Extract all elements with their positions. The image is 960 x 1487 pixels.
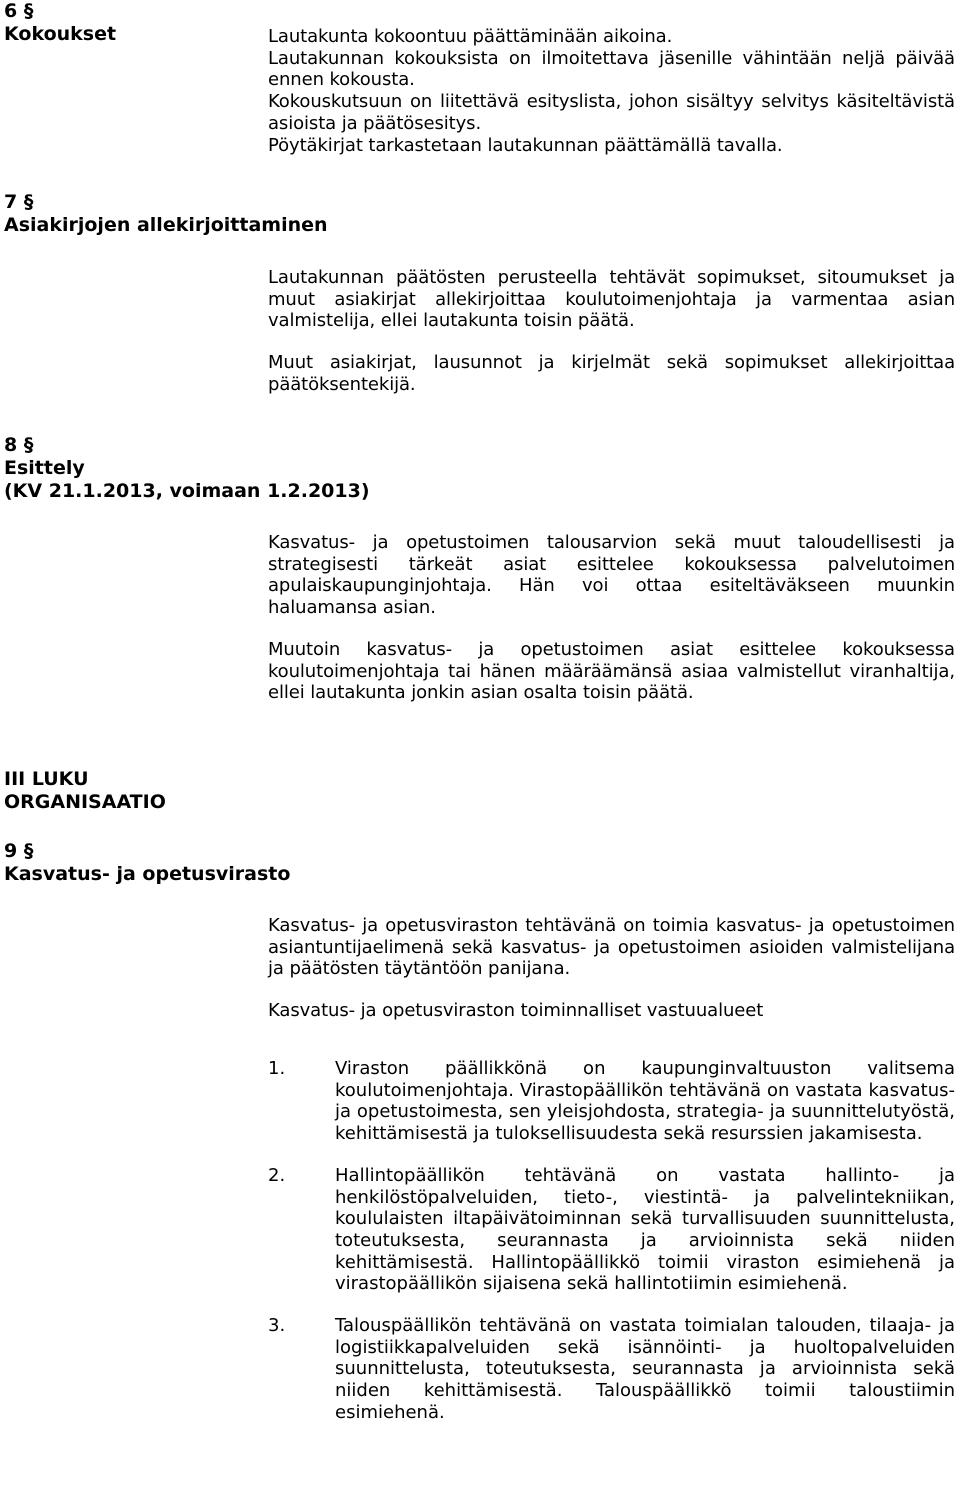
chapter-number: III LUKU — [4, 768, 89, 790]
section-number: 7 § — [4, 191, 34, 213]
section-number: 6 § — [4, 0, 34, 22]
list-item-text: Hallintopäällikön tehtävänä on vastata hallinto- ja henkilöstöpalveluiden, tieto-, viestintä- ja palvelintekniikan, koululaisten iltapäivätoiminnan sekä turvallisuuden suunnittelusta, toteutuksesta, seurannasta ja arvioinnista sekä niiden kehittämisestä. Hallintopäällikkö toimii viraston esimiehenä ja virastopäällikön sijaisena sekä hallintotiimin esimiehenä. — [335, 1164, 955, 1295]
section-7-body — [268, 267, 955, 396]
responsibility-list — [268, 1058, 955, 1424]
paragraph: Muutoin kasvatus- ja opetustoimen asiat esittelee kokouksessa koulutoimenjohtaja tai hänen määräämänsä asiaa valmistellut viranhaltija, ellei lautakunta jonkin asian osalta toisin päätä. — [268, 638, 955, 704]
list-item-number: 1. — [268, 1058, 286, 1079]
paragraph: Pöytäkirjat tarkastetaan lautakunnan päättämällä tavalla. — [268, 134, 783, 156]
list-item-text: Viraston päällikkönä on kaupunginvaltuuston valitsema koulutoimenjohtaja. Virastopäällikön tehtävänä on vastata kasvatus- ja opetustoimesta, sen yleisjohdosta, strategia- ja suunnittelutyöstä, kehittämisestä ja tuloksellisuudesta sekä resurssien jakamisesta. — [335, 1058, 955, 1145]
section-8-heading — [4, 434, 370, 503]
list-subheading: Kasvatus- ja opetusviraston toiminnalliset vastuualueet — [268, 1000, 764, 1022]
list-item-number: 3. — [268, 1315, 286, 1337]
section-title: Esittely — [4, 457, 85, 479]
list-item — [268, 1165, 955, 1295]
paragraph: Kokouskutsuun on liitettävä esityslista, johon sisältyy selvitys käsiteltävistä asioista ja päätösesitys. — [268, 91, 955, 134]
chapter-heading — [4, 768, 166, 814]
paragraph: Lautakunta kokoontuu päättäminään aikoina. — [268, 26, 673, 47]
paragraph: Kasvatus- ja opetustoimen talousarvion sekä muut taloudellisesti ja strategisesti tärkeät asiat esittelee kokouksessa palvelutoimen apulaiskaupunginjohtaja. Hän voi ottaa esiteltäväkseen muunkin haluamansa asian. — [268, 532, 955, 619]
amendment-note: (KV 21.1.2013, voimaan 1.2.2013) — [4, 480, 370, 502]
section-9-body — [268, 915, 955, 1022]
section-6-heading — [4, 0, 116, 46]
section-title: Kokoukset — [4, 23, 117, 45]
section-title: Asiakirjojen allekirjoittaminen — [4, 214, 328, 236]
section-number: 8 § — [4, 434, 34, 456]
section-title: Kasvatus- ja opetusvirasto — [4, 863, 291, 885]
paragraph: Lautakunnan päätösten perusteella tehtävät sopimukset, sitoumukset ja muut asiakirjat allekirjoittaa koulutoimenjohtaja ja varmentaa asian valmistelija, ellei lautakunta toisin päätä. — [268, 267, 955, 332]
paragraph: Kasvatus- ja opetusviraston tehtävänä on toimia kasvatus- ja opetustoimen asiantuntijaelimenä sekä kasvatus- ja opetustoimen asioiden valmistelijana ja päätösten täytäntöön panijana. — [268, 915, 955, 980]
section-7-heading — [4, 191, 328, 237]
section-6-body — [268, 26, 955, 156]
chapter-title: ORGANISAATIO — [4, 791, 166, 813]
list-item-number: 2. — [268, 1164, 286, 1186]
list-item — [268, 1315, 955, 1424]
paragraph: Muut asiakirjat, lausunnot ja kirjelmät sekä sopimukset allekirjoittaa päätöksentekijä. — [268, 352, 955, 395]
list-item — [268, 1058, 955, 1145]
section-9-heading — [4, 840, 290, 886]
paragraph: Lautakunnan kokouksista on ilmoitettava jäsenille vähintään neljä päivää ennen kokousta. — [268, 47, 955, 91]
list-item-text: Talouspäällikön tehtävänä on vastata toimialan talouden, tilaaja- ja logistiikkapalveluiden sekä isännöinti- ja huoltopalveluiden suunnittelusta, toteutuksesta, seurannasta ja arvioinnista sekä niiden kehittämisestä. Talouspäällikkö toimii taloustiimin esimiehenä. — [335, 1315, 955, 1423]
section-8-body — [268, 532, 955, 704]
section-number: 9 § — [4, 840, 34, 862]
